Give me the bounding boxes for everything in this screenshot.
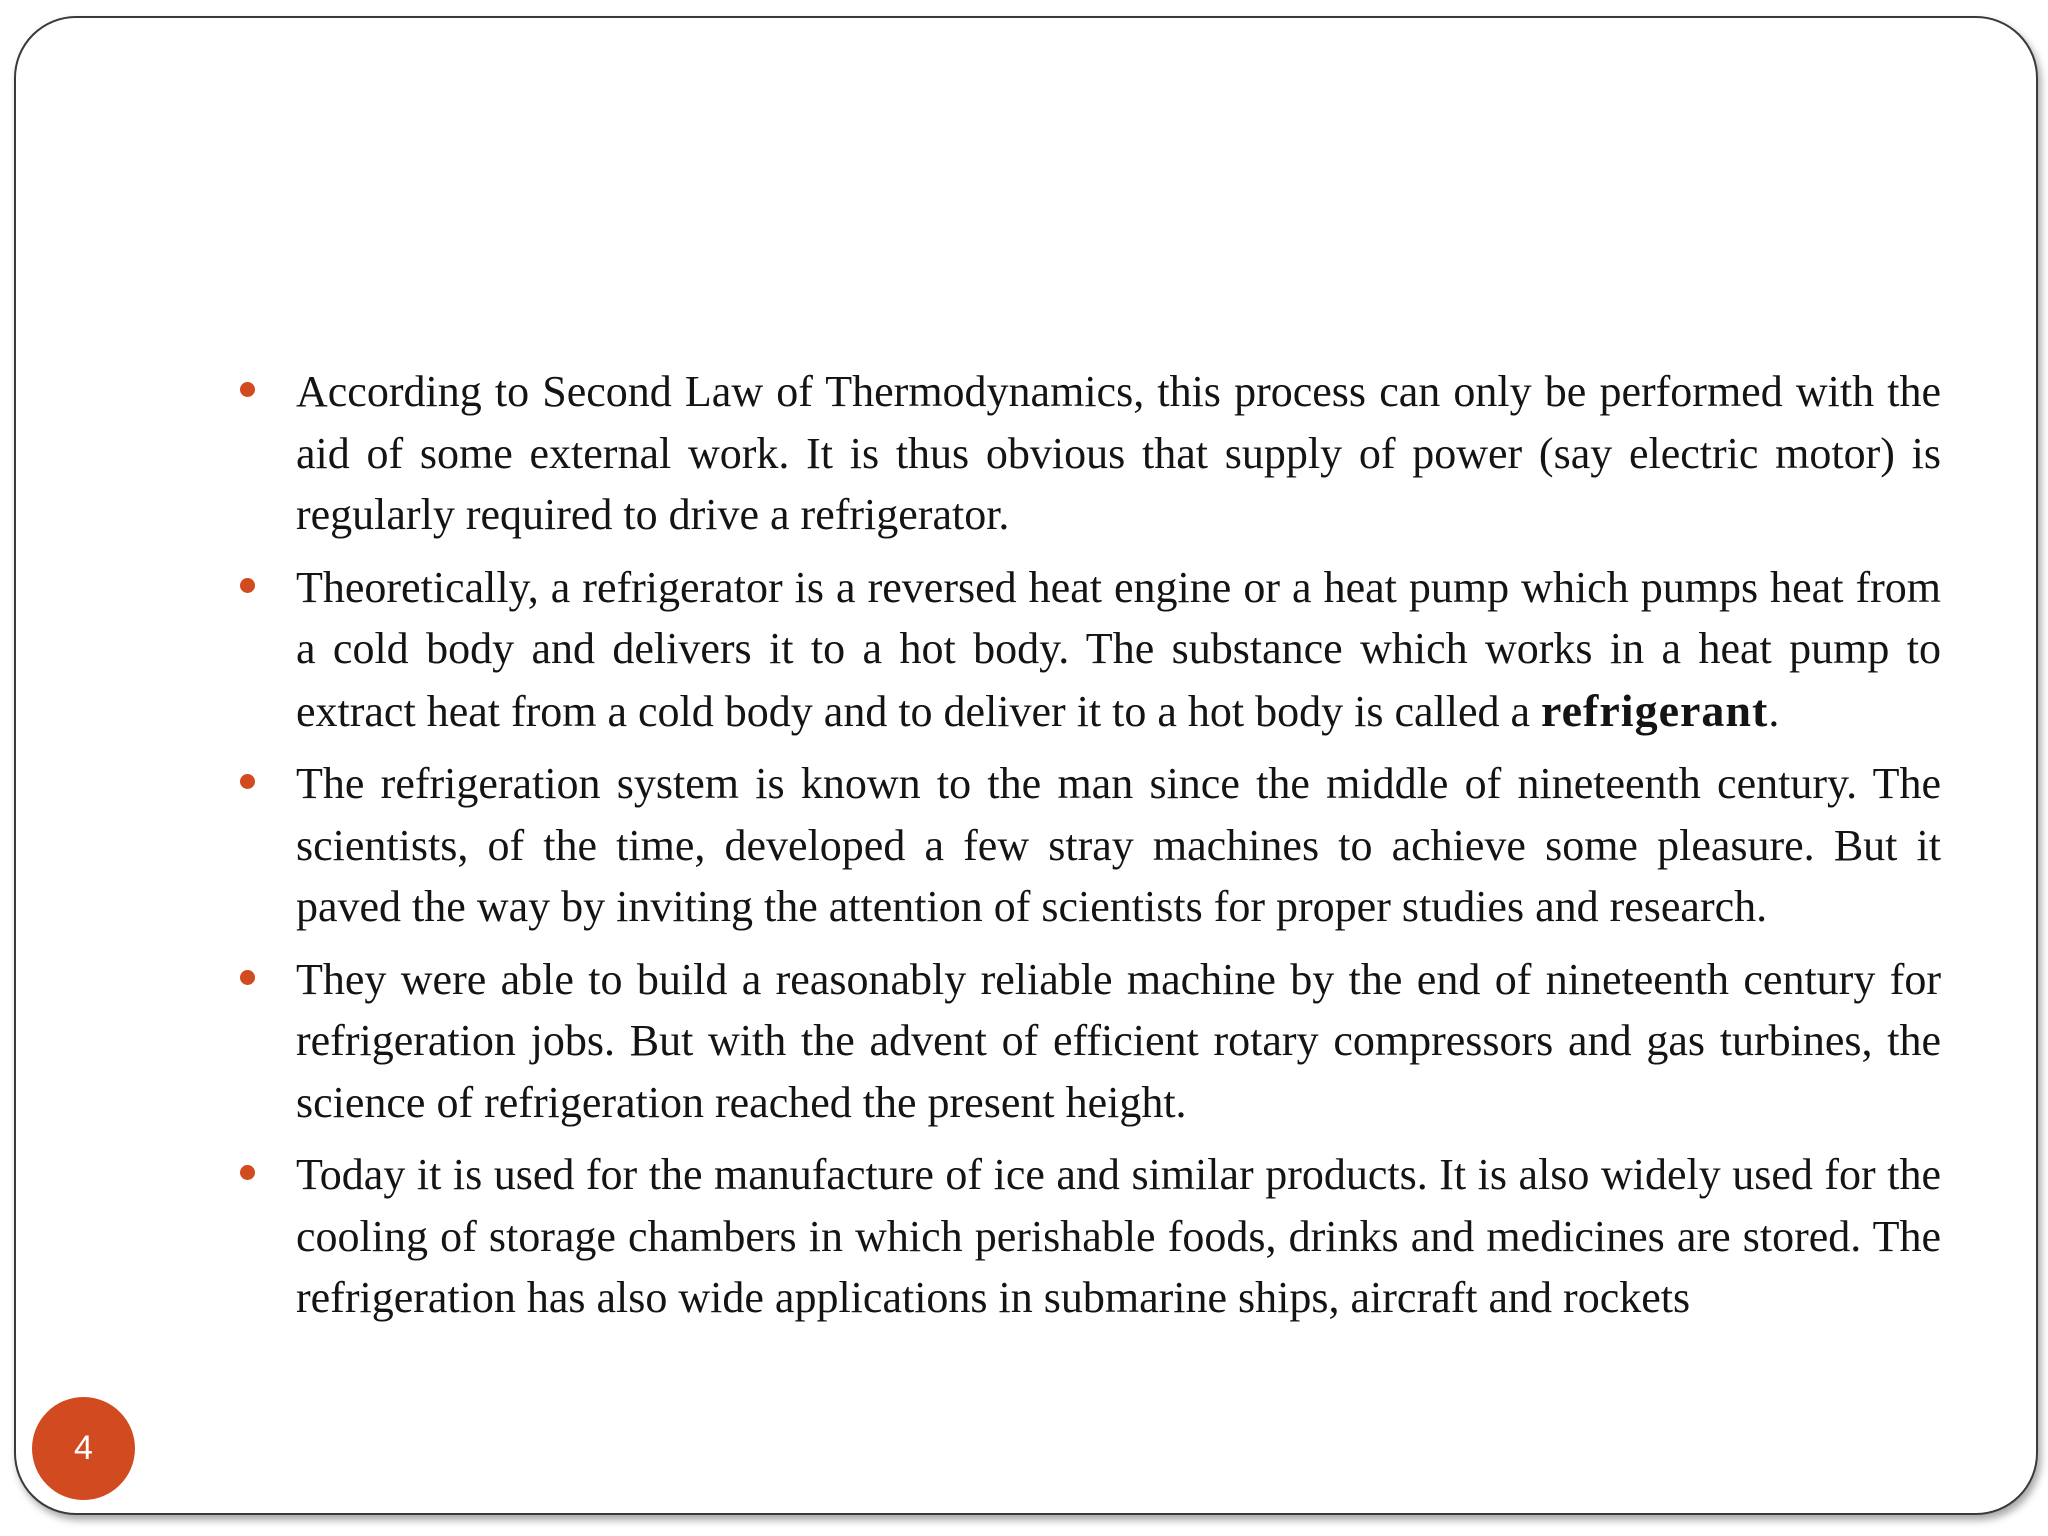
page-number-badge: 4	[32, 1397, 135, 1500]
bullet-dot-icon	[240, 1165, 255, 1180]
bullet-item-4	[296, 949, 1941, 1134]
slide-frame	[14, 16, 2038, 1515]
bullet-text-5: Today it is used for the manufacture of ice and similar products. It is also widely used for the cooling of storage chambers in which perishable foods, drinks and medicines are stored. The refrigeration has also wide applications in submarine ships, aircraft and rockets	[296, 1150, 1941, 1322]
bullet-dot-icon	[240, 774, 255, 789]
bullet-list	[296, 361, 1941, 1340]
bullet-dot-icon	[240, 970, 255, 985]
bullet-item-5	[296, 1144, 1941, 1329]
bullet-item-2	[296, 557, 1941, 743]
bullet-item-3	[296, 753, 1941, 938]
bullet-text-2-suffix: .	[1768, 686, 1780, 736]
bullet-dot-icon	[240, 382, 255, 397]
bold-term-refrigerant: refrigerant	[1541, 684, 1769, 736]
bullet-text-4: They were able to build a reasonably reliable machine by the end of nineteenth century for refrigeration jobs. But with the advent of efficient rotary compressors and gas turbines, the science of refrigeration reached the present height.	[296, 954, 1941, 1127]
bullet-text-1: According to Second Law of Thermodynamics, this process can only be performed with the aid of some external work. It is thus obvious that supply of power (say electric motor) is regularly required to drive a refrigerator.	[296, 367, 1941, 539]
bullet-text-2: Theoretically, a refrigerator is a reversed heat engine or a heat pump which pumps heat from a cold body and delivers it to a hot body. The substance which works in a heat pump to extract heat from a cold body and to deliver it to a hot body is called a	[296, 562, 1941, 736]
bullet-dot-icon	[240, 578, 255, 593]
bullet-item-1	[296, 361, 1941, 546]
bullet-text-3: The refrigeration system is known to the man since the middle of nineteenth century. The scientists, of the time, developed a few stray machines to achieve some pleasure. But it paved the way by inviting the attention of scientists for proper studies and research.	[296, 759, 1941, 931]
